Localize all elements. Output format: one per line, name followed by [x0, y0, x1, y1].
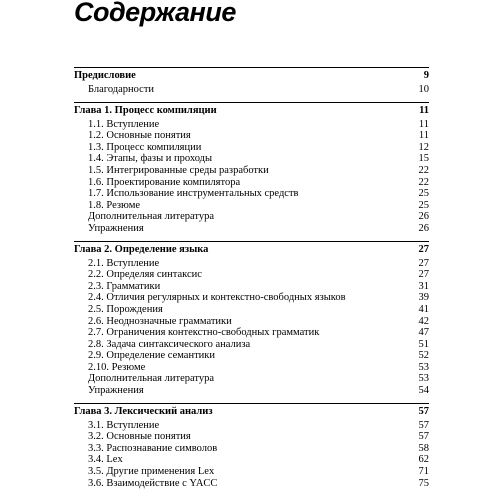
toc-entry[interactable]	[74, 84, 429, 96]
toc-entry[interactable]	[74, 269, 429, 281]
toc-entry[interactable]	[74, 211, 429, 223]
toc-entry-label: Упражнения	[88, 385, 144, 397]
toc-entry-label: 1.8. Резюме	[88, 199, 141, 211]
toc-entry-page-number: 25	[418, 199, 429, 211]
toc-entry[interactable]	[74, 350, 429, 362]
toc-entry-label: 1.1. Вступление	[88, 118, 160, 130]
toc-entry-label: Благодарности	[88, 84, 155, 95]
toc-entry-page-number: 12	[418, 141, 429, 153]
toc-entry-page-number: 42	[418, 315, 429, 327]
toc-entry-label: 2.3. Грамматики	[88, 280, 161, 292]
toc-entry-label: 2.2. Определяя синтаксис	[88, 269, 202, 281]
toc-chapter	[74, 102, 429, 235]
toc-entry[interactable]	[74, 454, 429, 466]
toc-entry[interactable]	[74, 339, 429, 351]
toc-entry-page-number: 27	[418, 269, 429, 281]
toc-entry-page-number: 11	[418, 130, 429, 142]
page-title: Содержание	[74, 0, 236, 27]
table-of-contents	[74, 67, 429, 495]
chapter-page-number: 57	[418, 405, 429, 417]
chapter-page-number: 11	[419, 104, 429, 116]
toc-entry-page-number: 54	[418, 385, 429, 397]
toc-chapter-heading[interactable]	[74, 104, 429, 118]
toc-entry-label: 3.3. Распознавание символов	[88, 442, 218, 454]
toc-entry[interactable]	[74, 292, 429, 304]
toc-entry[interactable]	[74, 420, 429, 432]
toc-entry-page-number: 27	[418, 257, 429, 269]
toc-entry[interactable]	[74, 258, 429, 270]
toc-entry-label: 3.4. Lex	[88, 454, 123, 466]
toc-entry-page-number: 52	[418, 350, 429, 362]
toc-entry-page-number: 58	[418, 442, 429, 454]
toc-entry-label: 2.8. Задача синтаксического анализа	[88, 338, 251, 350]
toc-chapter-heading[interactable]	[74, 243, 429, 257]
toc-entry-label: 2.10. Резюме	[88, 361, 146, 373]
chapter-divider	[74, 102, 429, 103]
chapter-divider	[74, 241, 429, 242]
toc-entry-page-number: 62	[418, 454, 429, 466]
toc-entry-label: 1.3. Процесс компиляции	[88, 141, 202, 153]
toc-entry[interactable]	[74, 119, 429, 131]
toc-entry[interactable]	[74, 316, 429, 328]
toc-entry-label: 3.5. Другие применения Lex	[88, 466, 215, 478]
chapter-title: Предисловие	[74, 70, 136, 81]
toc-entry-label: 1.2. Основные понятия	[88, 130, 191, 142]
toc-entry-label: Упражнения	[88, 222, 144, 234]
toc-entry-page-number: 26	[418, 211, 429, 223]
toc-entry[interactable]	[74, 130, 429, 142]
toc-entry-page-number: 51	[418, 338, 429, 350]
toc-entry[interactable]	[74, 443, 429, 455]
toc-entry-page-number: 22	[418, 176, 429, 188]
toc-entry-label: Дополнительная литература	[88, 211, 214, 223]
toc-entry[interactable]	[74, 188, 429, 200]
toc-chapter	[74, 67, 429, 96]
chapter-page-number: 27	[418, 243, 429, 255]
toc-entry-label: 1.4. Этапы, фазы и проходы	[88, 153, 213, 165]
toc-entry[interactable]	[74, 362, 429, 374]
chapter-title: Глава 3. Лексический анализ	[74, 405, 213, 417]
toc-chapter-heading[interactable]	[74, 405, 429, 419]
toc-entry-label: 2.6. Неоднозначные грамматики	[88, 315, 232, 327]
toc-entry-page-number: 57	[418, 419, 429, 431]
toc-entry[interactable]	[74, 281, 429, 293]
toc-entry[interactable]	[74, 165, 429, 177]
toc-entry-label: 1.6. Проектирование компилятора	[88, 176, 241, 188]
toc-entry[interactable]	[74, 223, 429, 235]
toc-entry-page-number: 53	[418, 373, 429, 385]
toc-entry[interactable]	[74, 304, 429, 316]
chapter-page-number: 9	[423, 70, 429, 81]
toc-entry[interactable]	[74, 385, 429, 397]
toc-entry[interactable]	[74, 142, 429, 154]
toc-entry-label: 2.4. Отличия регулярных и контекстно-свободных языков	[88, 292, 346, 304]
toc-entry-label: 2.1. Вступление	[88, 257, 160, 269]
chapter-divider	[74, 67, 429, 68]
toc-entry-page-number: 26	[418, 222, 429, 234]
toc-entry[interactable]	[74, 153, 429, 165]
toc-chapter-heading[interactable]	[74, 69, 429, 83]
toc-entry-label: Дополнительная литература	[88, 373, 214, 385]
toc-chapter	[74, 241, 429, 397]
toc-entry-page-number: 57	[418, 431, 429, 443]
toc-entry-label: 2.5. Порождения	[88, 303, 163, 315]
toc-entry-label: 1.5. Интегрированные среды разработки	[88, 164, 269, 176]
toc-entry-page-number: 39	[418, 292, 429, 304]
toc-entry[interactable]	[74, 478, 429, 490]
toc-entry-label: 1.7. Использование инструментальных средств	[88, 188, 299, 200]
chapter-title: Глава 2. Определение языка	[74, 243, 209, 255]
toc-entry[interactable]	[74, 327, 429, 339]
toc-entry[interactable]	[74, 431, 429, 443]
toc-entry[interactable]	[74, 200, 429, 212]
toc-entry-label: 3.1. Вступление	[88, 419, 160, 431]
toc-entry-page-number: 15	[418, 153, 429, 165]
toc-entry-page-number: 53	[418, 361, 429, 373]
toc-entry[interactable]	[74, 466, 429, 478]
chapter-title: Глава 1. Процесс компиляции	[74, 104, 217, 116]
toc-entry[interactable]	[74, 177, 429, 189]
toc-entry-page-number: 25	[418, 188, 429, 200]
toc-entry-page-number: 75	[418, 477, 429, 489]
toc-entry-label: 2.9. Определение семантики	[88, 350, 216, 362]
toc-entry-page-number: 22	[418, 164, 429, 176]
toc-entry[interactable]	[74, 373, 429, 385]
toc-chapter	[74, 403, 429, 490]
toc-entry-label: 3.2. Основные понятия	[88, 431, 191, 443]
toc-entry-label: 3.6. Взаимодействие с YACC	[88, 477, 218, 489]
toc-entry-page-number: 47	[418, 327, 429, 339]
toc-entry-page-number: 11	[418, 118, 429, 130]
toc-entry-label: 2.7. Ограничения контекстно-свободных грамматик	[88, 327, 320, 339]
chapter-divider	[74, 403, 429, 404]
toc-entry-page-number: 10	[418, 84, 429, 95]
toc-entry-page-number: 31	[418, 280, 429, 292]
toc-entry-page-number: 71	[418, 466, 429, 478]
toc-entry-page-number: 41	[418, 303, 429, 315]
